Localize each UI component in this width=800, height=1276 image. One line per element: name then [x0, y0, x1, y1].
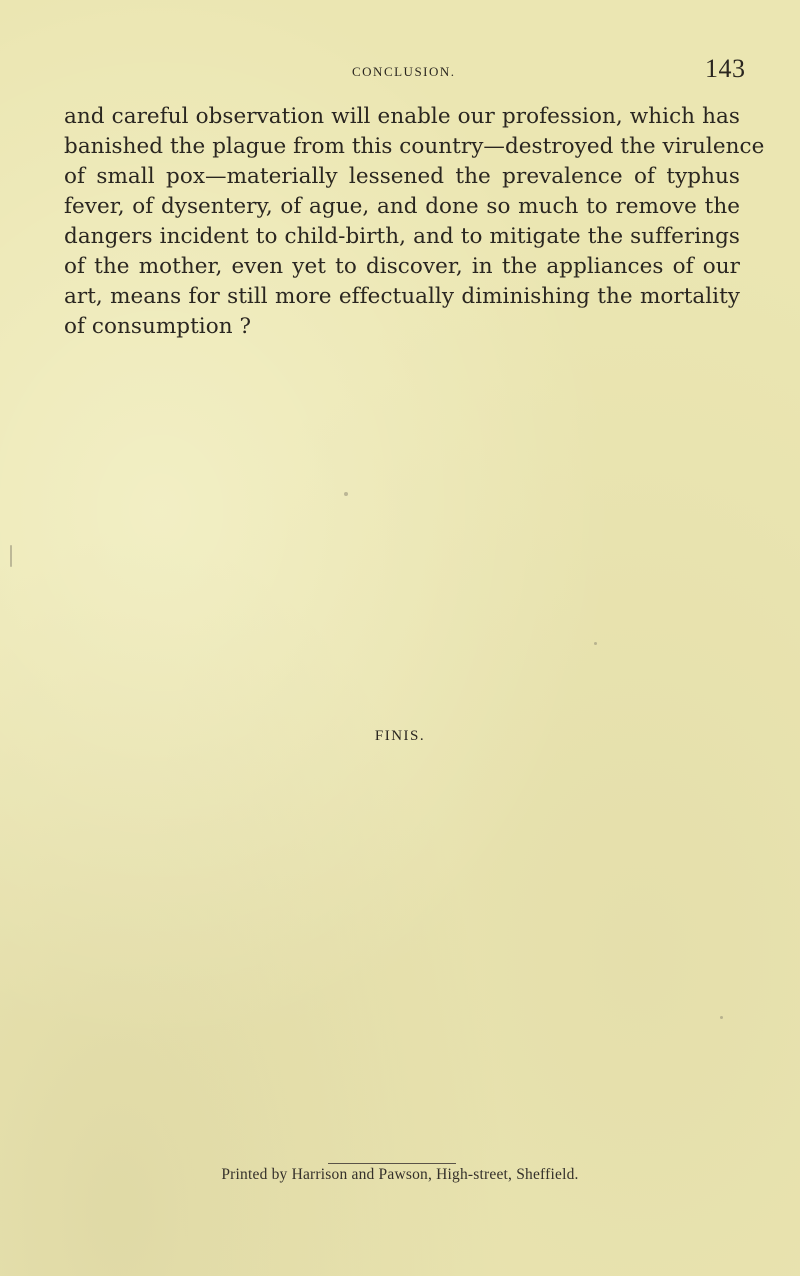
text-line: art, means for still more effectually diminishing the mortality — [64, 284, 740, 309]
paper-speck — [10, 545, 12, 567]
text-line: dangers incident to child-birth, and to mitigate the sufferings — [64, 224, 740, 249]
paper-speck — [594, 642, 597, 645]
page-number: 143 — [705, 54, 746, 83]
paper-speck — [720, 1016, 723, 1019]
text-line: and careful observation will enable our profession, which has — [64, 104, 740, 129]
text-line: banished the plague from this country—destroyed the virulence — [64, 134, 765, 159]
paper-speck — [344, 492, 348, 496]
imprint-rule — [328, 1163, 456, 1164]
body-paragraph — [64, 102, 765, 342]
text-line: of consumption ? — [64, 314, 252, 339]
text-line: of the mother, even yet to discover, in the appliances of our — [64, 254, 740, 279]
printer-imprint: Printed by Harrison and Pawson, High-street, Sheffield. — [221, 1166, 579, 1183]
running-head — [0, 54, 800, 84]
running-title: CONCLUSION. — [352, 64, 456, 79]
text-line: fever, of dysentery, of ague, and done so much to remove the — [64, 194, 740, 219]
finis-mark: FINIS. — [374, 728, 426, 744]
text-line: of small pox—materially lessened the prevalence of typhus — [64, 164, 740, 189]
